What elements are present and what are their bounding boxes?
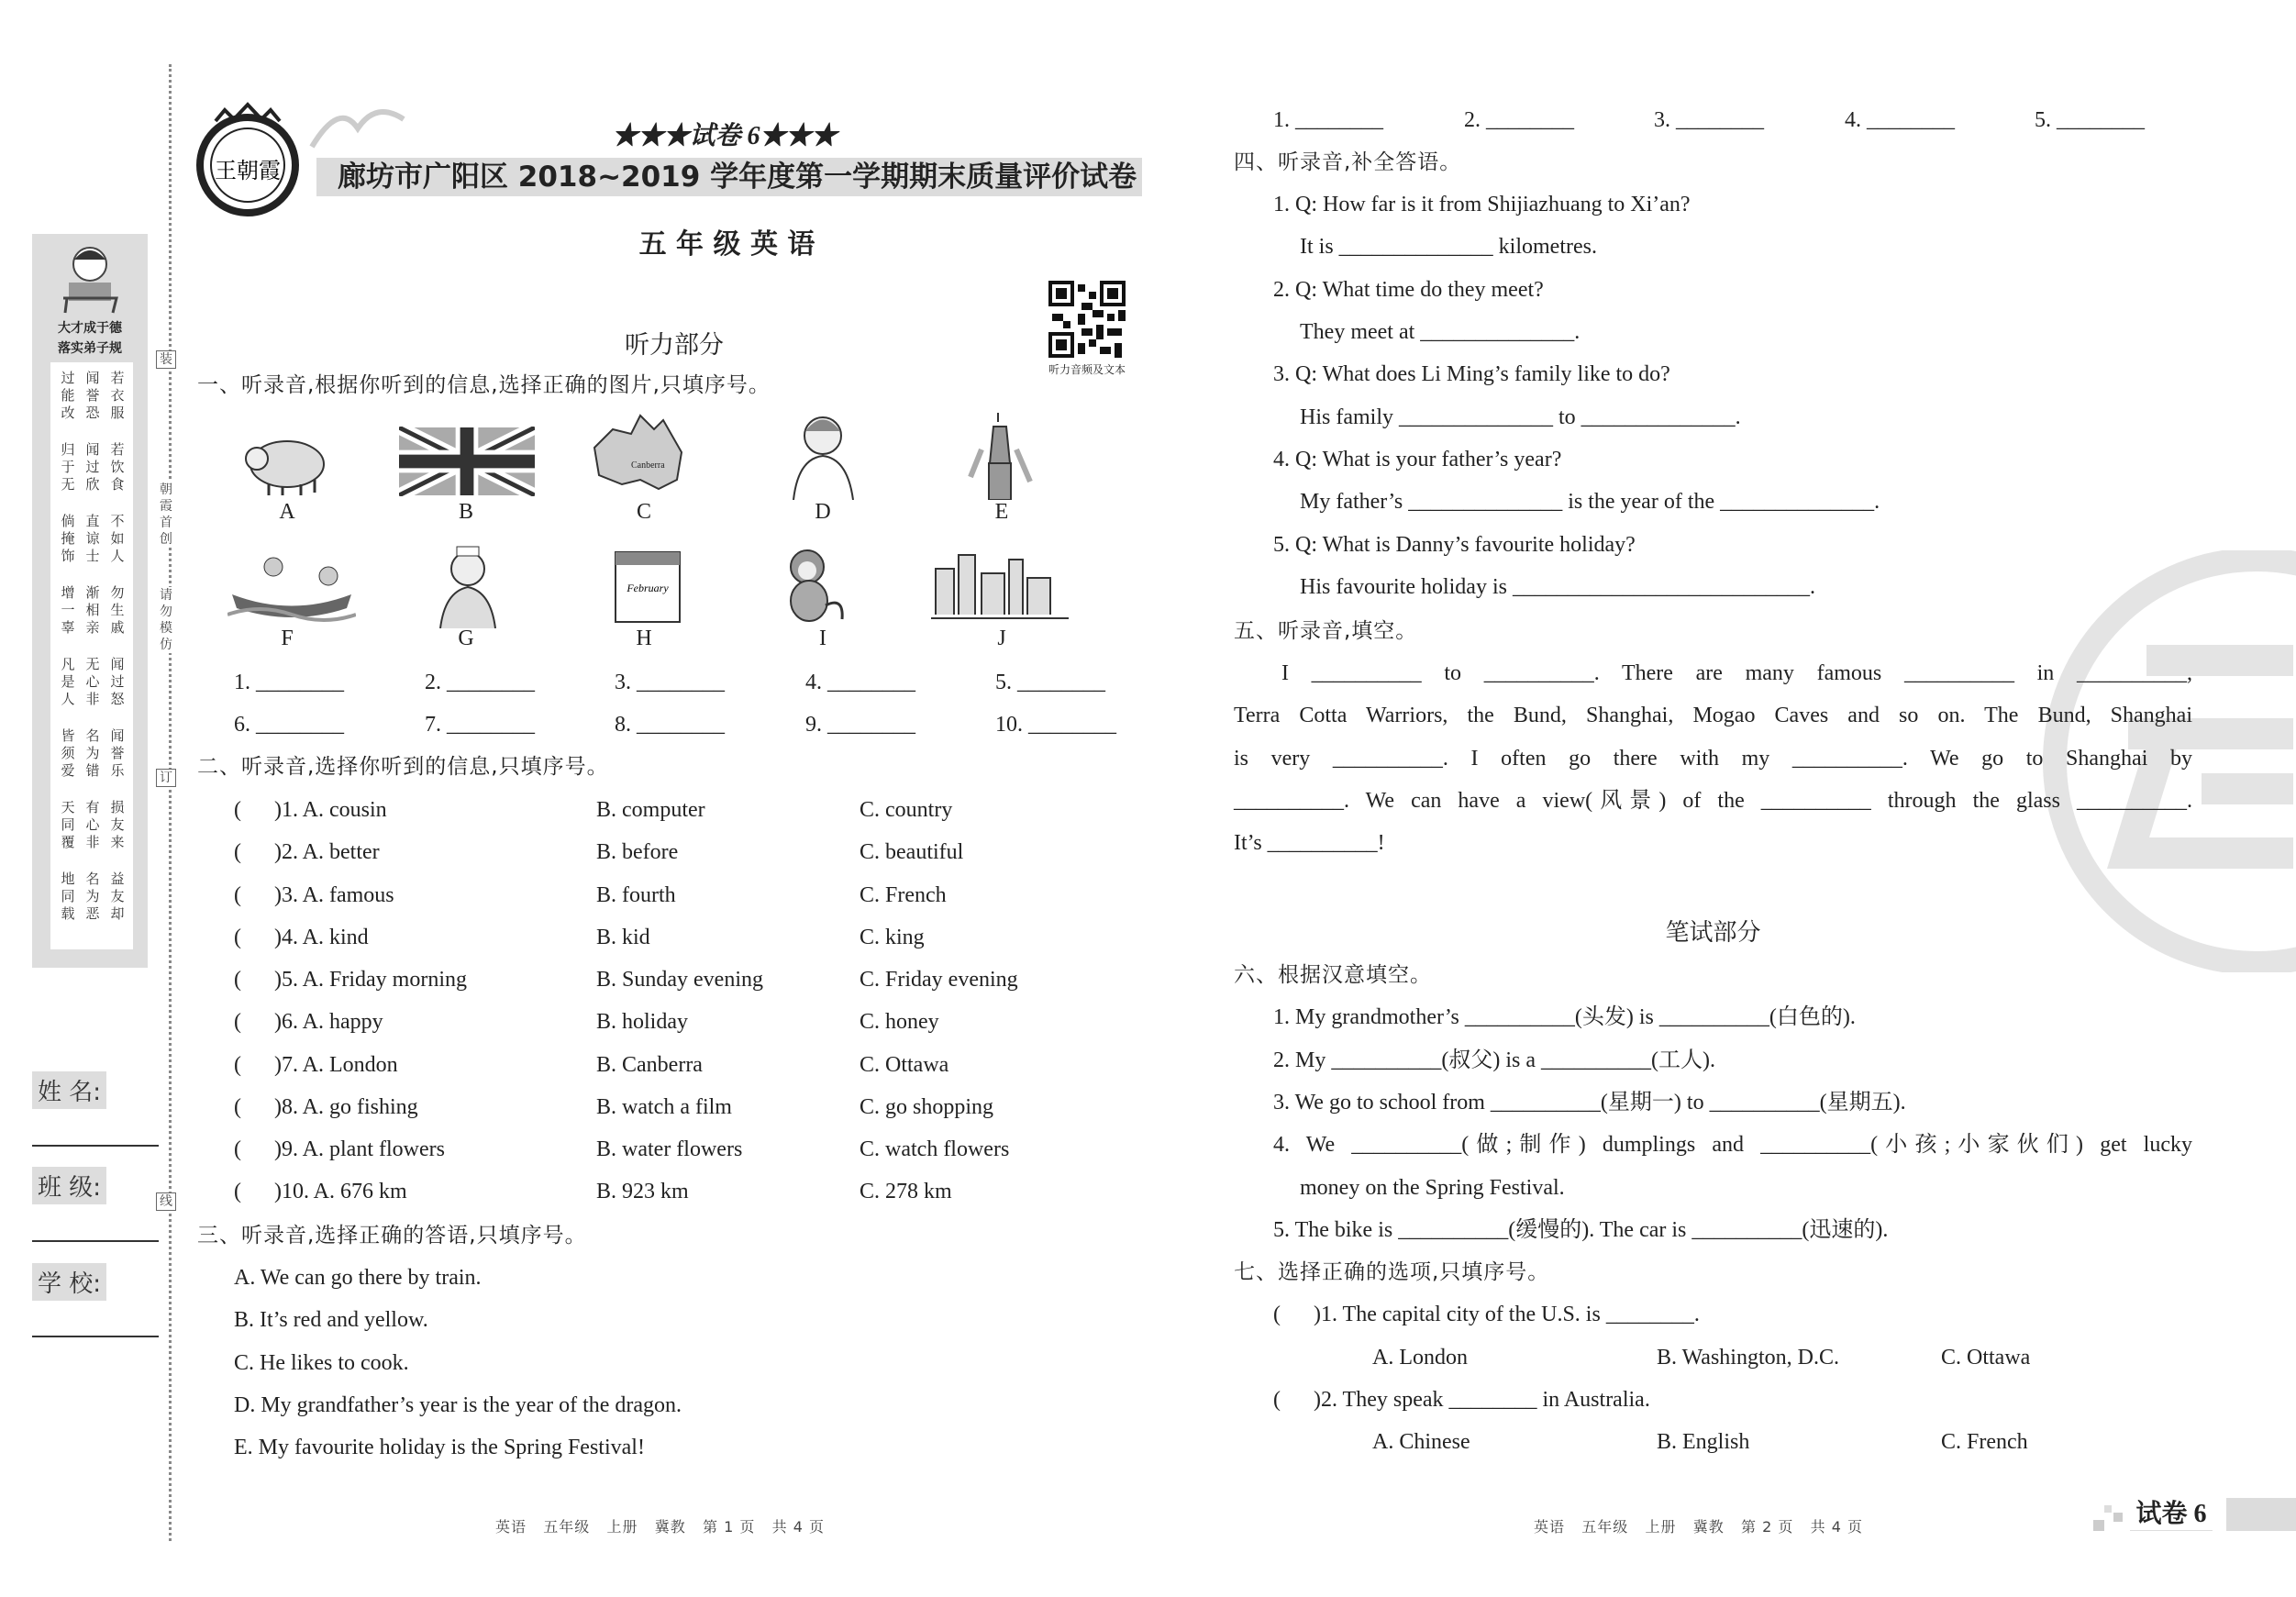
answer-blank[interactable]: 10. ________ — [995, 713, 1116, 737]
pig-picture — [237, 420, 338, 503]
section3-heading: 三、听录音,选择正确的答语,只填序号。 — [197, 1224, 587, 1248]
passage-line[interactable]: It’s __________! — [1234, 831, 1385, 855]
qr-code[interactable] — [1048, 281, 1126, 358]
question: 1. Q: How far is it from Shijiazhuang to Xi’an? — [1273, 193, 1691, 216]
section7-heading: 七、选择正确的选项,只填序号。 — [1234, 1260, 1550, 1284]
name-input-line[interactable] — [32, 1145, 159, 1147]
answer-blank[interactable]: 5. ________ — [995, 671, 1105, 694]
picture-label: D — [815, 500, 831, 524]
statue-of-liberty-picture — [961, 404, 1039, 500]
option-b: B. fourth — [596, 883, 676, 907]
logo-text: 王朝霞 — [215, 158, 281, 183]
uk-flag-picture — [399, 427, 535, 496]
option-b: B. Canberra — [596, 1053, 703, 1077]
question-item[interactable]: ( )1. The capital city of the U.S. is ________. — [1273, 1303, 1700, 1326]
question-item[interactable]: ( )10. A. 676 km — [234, 1180, 407, 1203]
option-a: A. Chinese — [1372, 1430, 1470, 1454]
option-c: C. go shopping — [860, 1095, 994, 1119]
exam-title: 廊坊市广阳区 2018~2019 学年度第一学期期末质量评价试卷 — [338, 161, 1137, 194]
section1-heading: 一、听录音,根据你听到的信息,选择正确的图片,只填序号。 — [197, 373, 771, 397]
poem-stanza: 倘掩饰 直谅士 不如人 — [61, 513, 125, 564]
answer-blank[interactable]: 4. ________ — [805, 671, 915, 694]
binding-mark: 订 — [156, 769, 176, 787]
poem-box — [50, 362, 133, 949]
paper-tag-label: 试卷 6 — [2130, 1498, 2213, 1531]
question-item[interactable]: ( )2. A. better — [234, 840, 380, 864]
option-c: C. Ottawa — [1941, 1346, 2031, 1370]
answer-blank[interactable]: 2. ________ — [425, 671, 535, 694]
fill-item[interactable]: 1. My grandmother’s __________(头发) is __________(白色的). — [1273, 1005, 1856, 1029]
fill-item[interactable]: 2. My __________(叔父) is a __________(工人). — [1273, 1048, 1715, 1072]
footer-right: 英语 五年级 上册 冀教 第 2 页 共 4 页 — [1534, 1518, 1863, 1536]
nurse-picture — [431, 541, 505, 628]
monkey-picture — [771, 541, 853, 626]
writing-section-title: 笔试部分 — [1665, 919, 1761, 947]
calendar-label: February — [627, 582, 669, 594]
answer-blank[interactable]: 3. ________ — [1654, 108, 1764, 132]
option-c: C. honey — [860, 1010, 939, 1034]
question: 5. Q: What is Danny’s favourite holiday? — [1273, 533, 1636, 557]
poem-stanza: 地同载 名为恶 益友却 — [61, 871, 125, 922]
poem-stanza: 天同覆 有心非 损友来 — [61, 799, 125, 850]
option-c: C. king — [860, 926, 925, 949]
picture-label: B — [458, 500, 473, 524]
question-item[interactable]: ( )6. A. happy — [234, 1010, 383, 1034]
answer-option: E. My favourite holiday is the Spring Festival! — [234, 1436, 645, 1459]
section2-heading: 二、听录音,选择你听到的信息,只填序号。 — [197, 755, 609, 779]
passage-line[interactable]: I __________ to __________. There are many famous __________ in __________, — [1281, 661, 2192, 685]
answer-line[interactable]: They meet at ______________. — [1300, 320, 1581, 344]
question-item[interactable]: ( )4. A. kind — [234, 926, 369, 949]
question-item[interactable]: ( )1. A. cousin — [234, 798, 387, 822]
binding-mark: 线 — [156, 1192, 176, 1211]
question: 4. Q: What is your father’s year? — [1273, 448, 1562, 471]
option-c: C. Friday evening — [860, 968, 1018, 992]
answer-blank[interactable]: 7. ________ — [425, 713, 535, 737]
option-c: C. Ottawa — [860, 1053, 949, 1077]
answer-blank[interactable]: 6. ________ — [234, 713, 344, 737]
fill-item[interactable]: 4. We __________(做;制作) dumplings and __________(小孩;小家伙们) get lucky — [1273, 1133, 2192, 1157]
poem-stanza: 凡是人 无心非 闻过怒 — [61, 656, 125, 707]
motto-line: 大才成于德 — [58, 321, 122, 336]
answer-blank[interactable]: 5. ________ — [2035, 108, 2145, 132]
option-c: C. French — [860, 883, 947, 907]
class-label: 班 级: — [32, 1167, 106, 1204]
picture-label: G — [458, 627, 474, 650]
calendar-picture — [610, 541, 685, 626]
subject-title: 五 年 级 英 语 — [638, 228, 815, 261]
answer-blank[interactable]: 2. ________ — [1464, 108, 1574, 132]
passage-line: Terra Cotta Warriors, the Bund, Shanghai, Mogao Caves and so on. The Bund, Shanghai — [1234, 704, 2192, 727]
fill-item-continued: money on the Spring Festival. — [1300, 1176, 1565, 1200]
question-item[interactable]: ( )5. A. Friday morning — [234, 968, 467, 992]
answer-option: C. He likes to cook. — [234, 1351, 409, 1375]
fill-item[interactable]: 5. The bike is __________(缓慢的). The car is __________(迅速的). — [1273, 1218, 1889, 1242]
section6-heading: 六、根据汉意填空。 — [1234, 963, 1432, 987]
picture-label: F — [281, 627, 294, 650]
australia-map-picture — [585, 411, 695, 498]
option-b: B. kid — [596, 926, 650, 949]
paper-tag — [2093, 1498, 2296, 1532]
dragon-boat-picture — [227, 539, 356, 624]
option-b: B. Sunday evening — [596, 968, 763, 992]
option-c: C. 278 km — [860, 1180, 952, 1203]
option-b: B. Washington, D.C. — [1657, 1346, 1839, 1370]
option-c: C. French — [1941, 1430, 2028, 1454]
school-input-line[interactable] — [32, 1336, 159, 1337]
motto-line: 落实弟子规 — [58, 341, 122, 356]
paper-badge: ★★★试卷 6★★★ — [612, 122, 837, 150]
fill-item[interactable]: 3. We go to school from __________(星期一) to __________(星期五). — [1273, 1091, 1906, 1115]
question-item[interactable]: ( )7. A. London — [234, 1053, 398, 1077]
answer-option: B. It’s red and yellow. — [234, 1308, 428, 1332]
teacher-picture — [780, 408, 867, 500]
option-a: A. London — [1372, 1346, 1468, 1370]
passage-line[interactable]: __________. We can have a view(风景) of the __________ through the glass __________. — [1234, 789, 2192, 813]
answer-blank[interactable]: 1. ________ — [1273, 108, 1383, 132]
poem-stanza: 归于无 闻过欣 若饮食 — [61, 441, 125, 493]
footer-left: 英语 五年级 上册 冀教 第 1 页 共 4 页 — [495, 1518, 825, 1536]
option-c: C. beautiful — [860, 840, 964, 864]
qr-caption: 听力音频及文本 — [1048, 363, 1126, 376]
poem-stanza: 过能改 闻誉恐 若衣服 — [61, 370, 125, 421]
question-item[interactable]: ( )8. A. go fishing — [234, 1095, 418, 1119]
section5-heading: 五、听录音,填空。 — [1234, 619, 1418, 643]
map-label: Canberra — [631, 460, 665, 471]
picture-label: C — [636, 500, 651, 524]
binding-mark: 请勿模仿 — [156, 587, 176, 653]
answer-blank[interactable]: 9. ________ — [805, 713, 915, 737]
picture-label: E — [994, 500, 1009, 524]
answer-blank[interactable]: 8. ________ — [615, 713, 725, 737]
option-c: C. country — [860, 798, 953, 822]
option-b: B. watch a film — [596, 1095, 732, 1119]
name-label: 姓 名: — [32, 1071, 106, 1109]
question-item[interactable]: ( )3. A. famous — [234, 883, 394, 907]
question-item[interactable]: ( )2. They speak ________ in Australia. — [1273, 1388, 1650, 1412]
answer-line[interactable]: His favourite holiday is ___________________________. — [1300, 575, 1815, 599]
picture-label: H — [636, 627, 652, 650]
passage-line[interactable]: is very __________. I often go there with my __________. We go to Shanghai by — [1234, 747, 2192, 771]
option-b: B. water flowers — [596, 1137, 743, 1161]
answer-blank[interactable]: 4. ________ — [1845, 108, 1955, 132]
option-b: B. English — [1657, 1430, 1750, 1454]
class-input-line[interactable] — [32, 1240, 159, 1242]
school-label: 学 校: — [32, 1263, 106, 1301]
picture-label: A — [279, 500, 295, 524]
picture-label: J — [997, 627, 1006, 650]
binding-mark: 装 — [156, 350, 176, 369]
binding-line — [169, 64, 172, 1541]
answer-line[interactable]: It is ______________ kilometres. — [1300, 235, 1597, 259]
option-b: B. holiday — [596, 1010, 688, 1034]
poem-stanza: 皆须爱 名为错 闻誉乐 — [61, 727, 125, 779]
section4-heading: 四、听录音,补全答语。 — [1234, 150, 1462, 174]
option-b: B. 923 km — [596, 1180, 689, 1203]
answer-blank[interactable]: 1. ________ — [234, 671, 344, 694]
listening-section-title: 听力部分 — [625, 331, 724, 360]
option-c: C. watch flowers — [860, 1137, 1010, 1161]
poem-stanza: 增一辜 渐相亲 勿生戚 — [61, 584, 125, 636]
answer-line[interactable]: My father’s ______________ is the year of the ______________. — [1300, 490, 1880, 514]
picture-label: I — [819, 627, 826, 650]
option-b: B. computer — [596, 798, 705, 822]
binding-mark: 朝霞首创 — [156, 482, 176, 548]
city-picture — [931, 541, 1069, 624]
answer-option: D. My grandfather’s year is the year of the dragon. — [234, 1393, 682, 1417]
answer-blank[interactable]: 3. ________ — [615, 671, 725, 694]
question-item[interactable]: ( )9. A. plant flowers — [234, 1137, 445, 1161]
answer-option: A. We can go there by train. — [234, 1266, 482, 1290]
question: 2. Q: What time do they meet? — [1273, 278, 1544, 302]
question: 3. Q: What does Li Ming’s family like to do? — [1273, 362, 1670, 386]
option-b: B. before — [596, 840, 679, 864]
answer-line[interactable]: His family ______________ to ______________. — [1300, 405, 1741, 429]
